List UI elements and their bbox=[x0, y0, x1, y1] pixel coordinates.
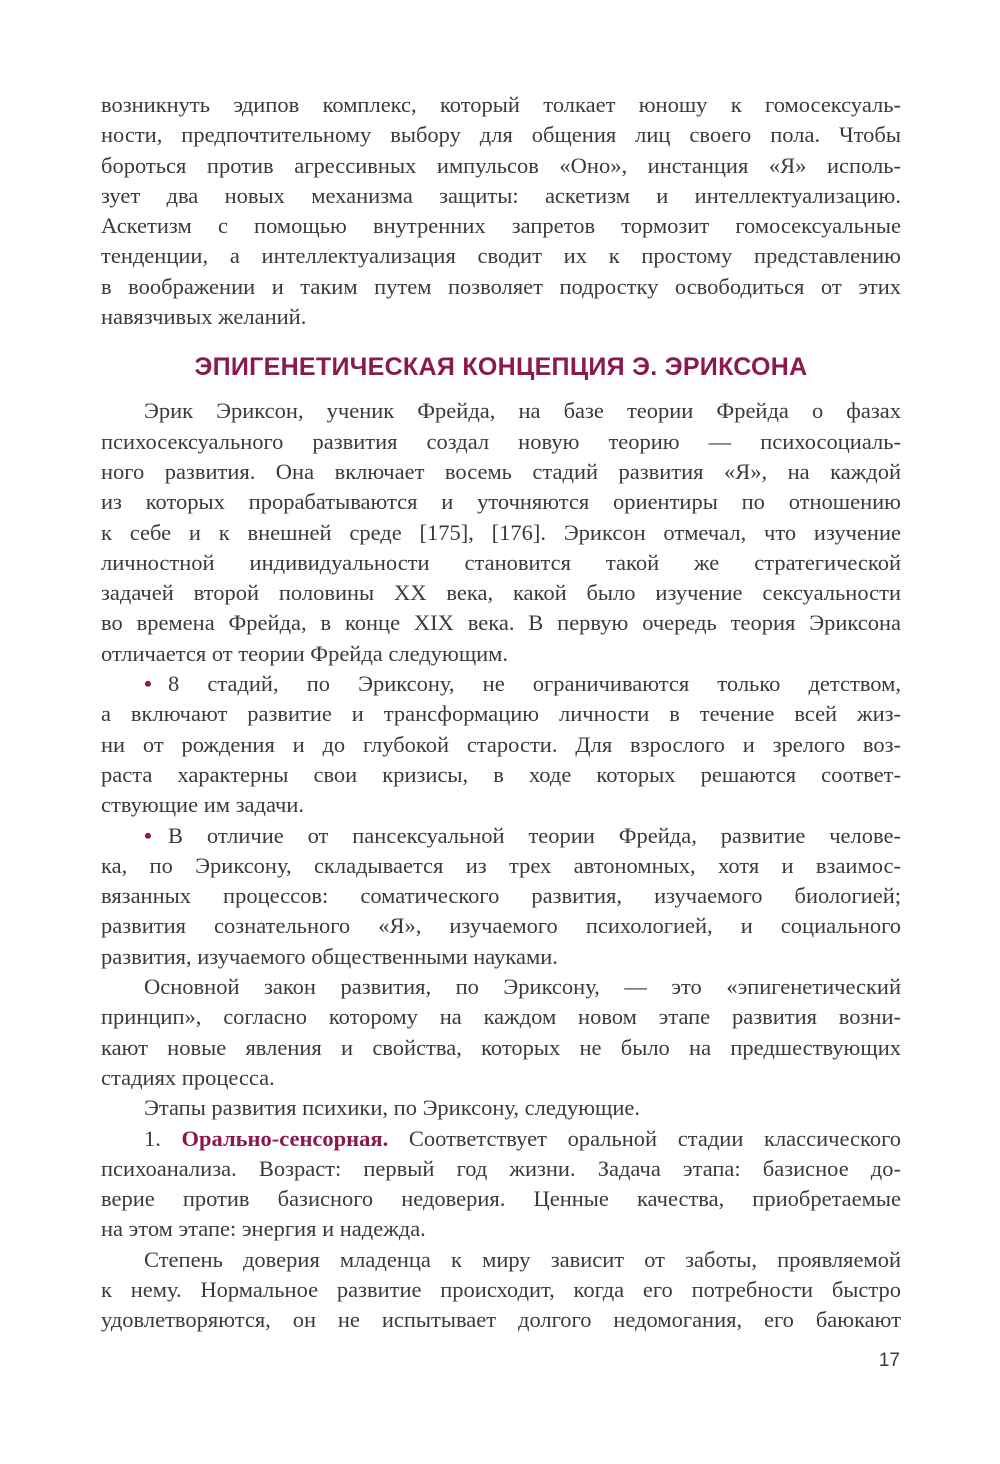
text-line bbox=[101, 669, 901, 699]
text-line: зует два новых механизма защиты: аскетизм и интеллектуализацию. bbox=[101, 182, 901, 208]
stage-term: Орально-сенсорная. bbox=[181, 1125, 389, 1151]
text-line: личностной индивидуальности становится такой же стратегической bbox=[101, 549, 901, 575]
text-line: принцип», согласно которому на каждом новом этапе развития возни- bbox=[101, 1004, 901, 1030]
text-line: возникнуть эдипов комплекс, который толкает юношу к гомосексуаль- bbox=[101, 92, 901, 117]
paragraph-stages-intro bbox=[101, 1093, 901, 1123]
bullet-marker: • bbox=[144, 671, 152, 697]
paragraph-erikson-intro bbox=[101, 396, 901, 669]
text-line: отличается от теории Фрейда следующим. bbox=[101, 640, 509, 666]
text-line: стадиях процесса. bbox=[101, 1064, 275, 1090]
stage-item-oral-sensory bbox=[101, 1124, 901, 1245]
text-line: Аскетизм с помощью внутренних запретов тормозит гомосексуальные bbox=[101, 213, 901, 239]
text-line: Степень доверия младенца к миру зависит от заботы, проявляемой bbox=[144, 1246, 901, 1272]
text-line: бороться против агрессивных импульсов «Оно», инстанция «Я» исполь- bbox=[101, 152, 901, 178]
bullet-item-processes bbox=[101, 821, 901, 972]
stage-first-text: Соответствует оральной стадии классического bbox=[408, 1125, 901, 1151]
text-line: во времена Фрейда, в конце XIX века. В первую очередь теория Эриксона bbox=[101, 610, 901, 636]
text-line: ка, по Эриксону, складывается из трех автономных, хотя и взаимос- bbox=[101, 852, 901, 878]
paragraph-intro bbox=[101, 90, 901, 332]
text-line: ни от рождения и до глубокой старости. Для взрослого и зрелого воз- bbox=[101, 731, 901, 757]
text-line: психосексуального развития создал новую теорию — психосоциаль- bbox=[101, 428, 901, 454]
text-line: психоанализа. Возраст: первый год жизни. Задача этапа: базисное до- bbox=[101, 1155, 901, 1181]
text-line: к себе и к внешней среде [175], [176]. Эриксон отмечал, что изучение bbox=[101, 519, 901, 545]
text-line: к нему. Нормальное развитие происходит, когда его потребности быстро bbox=[101, 1276, 901, 1302]
text-line: раста характерны свои кризисы, в ходе которых решаются соответ- bbox=[101, 761, 901, 787]
text-line: из которых прорабатываются и уточняются ориентиры по отношению bbox=[101, 489, 901, 515]
text-line: на этом этапе: энергия и надежда. bbox=[101, 1216, 426, 1242]
section-heading: ЭПИГЕНЕТИЧЕСКАЯ КОНЦЕПЦИЯ Э. ЭРИКСОНА bbox=[194, 353, 808, 382]
text-line: развития сознательного «Я», изучаемого психологией, и социального bbox=[101, 913, 901, 939]
text-line: в воображении и таким путем позволяет подростку освободиться от этих bbox=[101, 273, 901, 299]
text-line: ного развития. Она включает восемь стадий развития «Я», на каждой bbox=[101, 458, 901, 484]
page-number: 17 bbox=[878, 1350, 900, 1371]
text-line: задачей второй половины XX века, какой было изучение сексуальности bbox=[101, 580, 901, 606]
page-content bbox=[101, 90, 901, 1336]
text-line: Эрик Эриксон, ученик Фрейда, на базе теории Фрейда о фазах bbox=[144, 398, 901, 424]
paragraph-epigenetic-principle bbox=[101, 972, 901, 1093]
bullet-first-text: 8 стадий, по Эриксону, не ограничиваются только детством, bbox=[168, 671, 901, 697]
bullet-marker: • bbox=[144, 822, 152, 848]
text-line: навязчивых желаний. bbox=[101, 304, 307, 330]
bullet-item-stages bbox=[101, 669, 901, 820]
bullet-first-text: В отличие от пансексуальной теории Фрейда, развитие челове- bbox=[168, 822, 901, 848]
text-line: ности, предпочтительному выбору для общения лиц своего пола. Чтобы bbox=[101, 122, 901, 148]
text-line: ствующие им задачи. bbox=[101, 792, 305, 818]
text-line bbox=[101, 821, 901, 851]
text-line: удовлетворяются, он не испытывает долгого недомогания, его баюкают bbox=[101, 1307, 901, 1333]
paragraph-trust bbox=[101, 1245, 901, 1336]
text-line: кают новые явления и свойства, которых не было на предшествующих bbox=[101, 1034, 901, 1060]
text-line: Основной закон развития, по Эриксону, — это «эпигенетический bbox=[144, 974, 901, 1000]
text-line: вязанных процессов: соматического развития, изучаемого биологией; bbox=[101, 883, 901, 909]
text-line bbox=[101, 1124, 901, 1154]
text-line: развития, изучаемого общественными науками. bbox=[101, 943, 558, 969]
text-line: тенденции, а интеллектуализация сводит их к простому представлению bbox=[101, 243, 901, 269]
text-line: Этапы развития психики, по Эриксону, следующие. bbox=[144, 1095, 640, 1121]
stage-number: 1. bbox=[144, 1125, 161, 1151]
text-line: а включают развитие и трансформацию личности в течение всей жиз- bbox=[101, 701, 901, 727]
text-line: верие против базисного недоверия. Ценные качества, приобретаемые bbox=[101, 1186, 901, 1212]
